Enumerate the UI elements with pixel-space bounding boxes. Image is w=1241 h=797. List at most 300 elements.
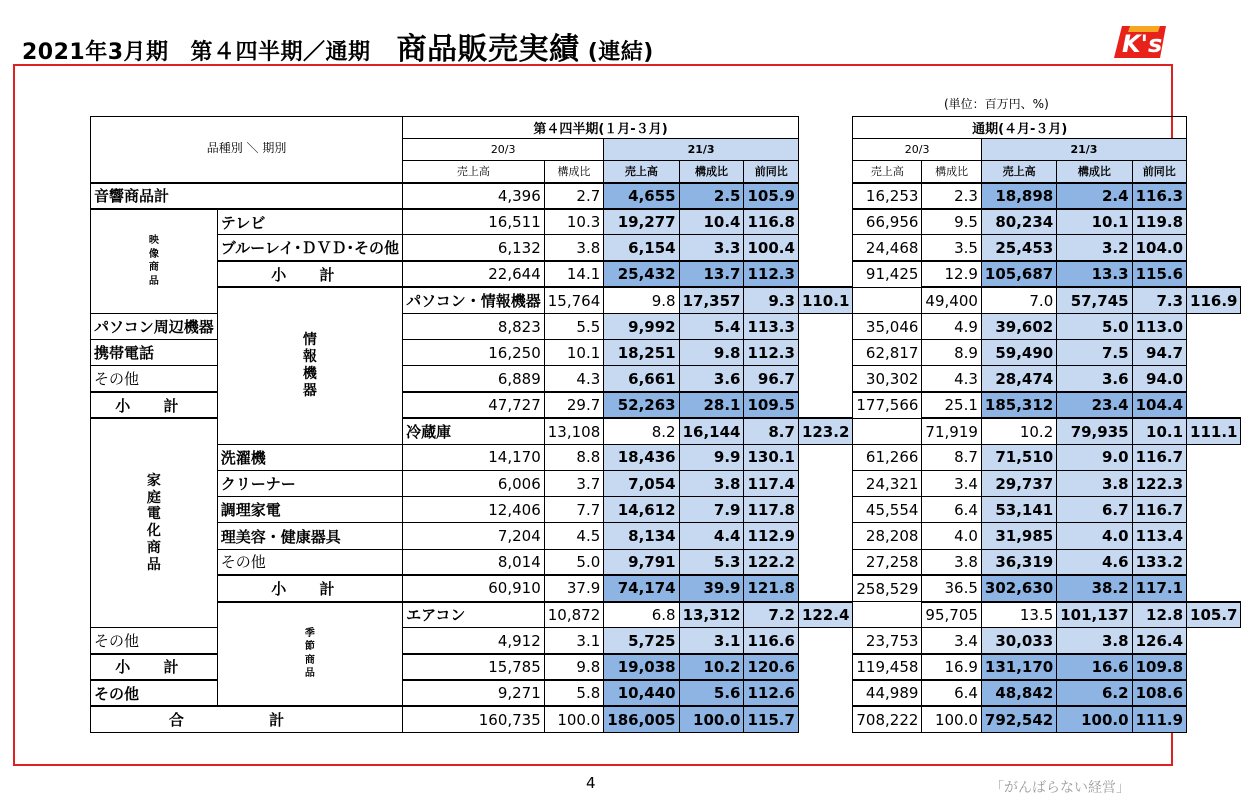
full-cur-sales-cell: 53,141 [981, 497, 1056, 523]
full-prev-sales-cell: 708,222 [853, 706, 922, 732]
q4-cur-ratio-cell: 5.3 [679, 549, 744, 575]
q4-prev-ratio-cell: 7.7 [544, 497, 604, 523]
q4-prev-sales-cell: 7,204 [403, 523, 545, 549]
full-prev-ratio-cell: 3.4 [922, 628, 982, 654]
q4-prev-sales-cell: 6,889 [403, 366, 545, 392]
q4-cur-sales-cell: 6,154 [604, 235, 679, 261]
q4-cur-yoy-cell: 115.7 [744, 706, 798, 732]
q4-cur-sales-cell: 6,661 [604, 366, 679, 392]
full-prev-ratio-cell: 3.5 [922, 235, 982, 261]
full-prev-sales-cell: 177,566 [853, 392, 922, 418]
q4-cur-yoy-cell: 112.3 [744, 261, 798, 287]
q4-cur-ratio-cell: 3.1 [679, 628, 744, 654]
col-ratio: 構成比 [1057, 161, 1132, 183]
q4-cur-ratio-cell: 100.0 [679, 706, 744, 732]
table-row [91, 549, 1241, 575]
title-main: 商品販売実績 [396, 32, 580, 67]
column-gap [798, 444, 852, 470]
full-cur-sales-cell: 131,170 [981, 654, 1056, 680]
full-prev-ratio-cell: 2.3 [922, 183, 982, 209]
row-label: テレビ [217, 209, 402, 235]
q4-prev-sales-cell: 10,872 [544, 602, 604, 628]
full-cur-yoy-cell: 116.7 [1132, 444, 1186, 470]
q4-prev-ratio-cell: 3.1 [544, 628, 604, 654]
full-prev-sales-cell: 24,468 [853, 235, 922, 261]
column-gap [798, 628, 852, 654]
q4-cur-yoy-cell: 110.1 [798, 287, 852, 313]
q4-cur-sales-cell: 16,144 [679, 418, 744, 444]
full-prev-sales-cell: 45,554 [853, 497, 922, 523]
full-prev-ratio-cell: 4.0 [922, 523, 982, 549]
row-label: 理美容・健康器具 [217, 523, 402, 549]
full-cur-ratio-cell: 10.1 [1132, 418, 1186, 444]
q4-cur-yoy-cell: 116.8 [744, 209, 798, 235]
full-cur-ratio-cell: 38.2 [1057, 575, 1132, 601]
q4-prev-sales-cell: 4,396 [403, 183, 545, 209]
q4-cur-yoy-cell: 112.3 [744, 340, 798, 366]
q4-prev-ratio-cell: 4.5 [544, 523, 604, 549]
q4-header: 第４四半期(１月-３月) [403, 117, 799, 139]
full-cur-sales-cell: 29,737 [981, 471, 1056, 497]
table-row [91, 523, 1241, 549]
q4-prev-sales-cell: 16,250 [403, 340, 545, 366]
full-prev-ratio-cell: 13.5 [981, 602, 1056, 628]
column-gap [798, 366, 852, 392]
q4-cur-yoy-cell: 112.6 [744, 680, 798, 706]
q4-prev-sales-cell: 6,132 [403, 235, 545, 261]
col-yoy: 前同比 [1132, 161, 1186, 183]
q4-cur-ratio-cell: 28.1 [679, 392, 744, 418]
full-prev-ratio-cell: 6.4 [922, 680, 982, 706]
column-gap [798, 471, 852, 497]
q4-cur-ratio-cell: 3.3 [679, 235, 744, 261]
full-prev-ratio-cell: 7.0 [981, 287, 1056, 313]
row-label: その他 [91, 628, 218, 654]
q4-prev-sales-cell: 47,727 [403, 392, 545, 418]
q4-prev-sales-cell: 22,644 [403, 261, 545, 287]
q4-cur-ratio-cell: 5.4 [679, 313, 744, 339]
group-label-home [91, 418, 218, 628]
q4-prev-sales-cell: 9,271 [403, 680, 545, 706]
q4-cur-ratio-cell: 3.8 [679, 471, 744, 497]
full-prev-sales-cell: 23,753 [853, 628, 922, 654]
full-prev-sales-cell: 16,253 [853, 183, 922, 209]
q4-cur-yoy-cell: 109.5 [744, 392, 798, 418]
table-row [91, 183, 1241, 209]
full-cur-yoy-cell: 119.8 [1132, 209, 1186, 235]
full-cur-ratio-cell: 13.3 [1057, 261, 1132, 287]
full-cur-yoy-cell: 113.0 [1132, 313, 1186, 339]
full-cur-sales-cell: 185,312 [981, 392, 1056, 418]
q4-prev-ratio-cell: 3.8 [544, 235, 604, 261]
row-label: 携帯電話 [91, 340, 218, 366]
full-cur-yoy-cell: 116.3 [1132, 183, 1186, 209]
full-prev-ratio-cell: 8.7 [922, 444, 982, 470]
q4-prev-ratio-cell: 14.1 [544, 261, 604, 287]
full-cur-yoy-cell: 126.4 [1132, 628, 1186, 654]
table-row [91, 209, 1241, 235]
page-title [22, 24, 654, 68]
row-label: その他 [91, 366, 218, 392]
q4-prev-ratio-cell: 6.8 [604, 602, 679, 628]
column-gap [798, 183, 852, 209]
q4-cur-ratio-cell: 10.4 [679, 209, 744, 235]
column-gap [798, 523, 852, 549]
q4-prev-ratio-cell: 10.1 [544, 340, 604, 366]
q4-cur-sales-cell: 186,005 [604, 706, 679, 732]
full-cur-sales-cell: 101,137 [1057, 602, 1132, 628]
q4-cur-yoy-cell: 116.6 [744, 628, 798, 654]
full-prev-sales-cell: 35,046 [853, 313, 922, 339]
q4-prev-sales-cell: 60,910 [403, 575, 545, 601]
full-cur-sales-cell: 302,630 [981, 575, 1056, 601]
full-cur-yoy-cell: 122.3 [1132, 471, 1186, 497]
table-row [91, 497, 1241, 523]
q4-prev-sales-cell: 8,014 [403, 549, 545, 575]
full-prev-sales-cell: 62,817 [853, 340, 922, 366]
q4-cur-yoy-cell: 105.9 [744, 183, 798, 209]
column-gap [798, 549, 852, 575]
full-prev-sales-cell: 71,919 [922, 418, 982, 444]
full-cur-yoy-cell: 115.6 [1132, 261, 1186, 287]
q4-prev-sales-cell: 12,406 [403, 497, 545, 523]
q4-cur-ratio-cell: 13.7 [679, 261, 744, 287]
table-row [91, 706, 1241, 732]
footer-slogan: 「がんばらない経営」 [990, 780, 1130, 796]
full-cur-ratio-cell: 5.0 [1057, 313, 1132, 339]
table-row [91, 444, 1241, 470]
q4-cur-sales-cell: 52,263 [604, 392, 679, 418]
q4-prev-sales-cell: 16,511 [403, 209, 545, 235]
q4-prev-ratio-cell: 29.7 [544, 392, 604, 418]
q4-cur-yoy-cell: 113.3 [744, 313, 798, 339]
full-cur-yoy-cell: 133.2 [1132, 549, 1186, 575]
column-gap [853, 287, 922, 313]
column-gap [798, 575, 852, 601]
table-row [91, 261, 1241, 287]
q4-prev-ratio-cell: 100.0 [544, 706, 604, 732]
full-cur-sales-cell: 79,935 [1057, 418, 1132, 444]
q4-cur-sales-cell: 19,277 [604, 209, 679, 235]
col-sales: 売上高 [853, 161, 922, 183]
full-prev-sales-cell: 44,989 [853, 680, 922, 706]
q4-prev-ratio-cell: 5.5 [544, 313, 604, 339]
col-yoy: 前同比 [744, 161, 798, 183]
q4-prev-sales-cell: 13,108 [544, 418, 604, 444]
title-quarter: 第４四半期／通期 [190, 40, 371, 65]
column-gap [798, 392, 852, 418]
row-label: エアコン [403, 602, 545, 628]
group-label-video [91, 209, 218, 314]
row-label: その他 [91, 680, 403, 706]
title-period: 2021年3月期 [22, 40, 169, 65]
q4-cur-sales-cell: 14,612 [604, 497, 679, 523]
full-cur-yoy-cell: 108.6 [1132, 680, 1186, 706]
col-sales: 売上高 [403, 161, 545, 183]
q4-cur-yoy-cell: 100.4 [744, 235, 798, 261]
subtotal-label: 小 計 [91, 654, 218, 680]
full-cur-ratio-cell: 16.6 [1057, 654, 1132, 680]
full-cur-ratio-cell: 12.8 [1132, 602, 1186, 628]
full-cur-ratio-cell: 3.6 [1057, 366, 1132, 392]
full-prev-ratio-cell: 4.3 [922, 366, 982, 392]
q4-cur-sales-cell: 17,357 [679, 287, 744, 313]
full-cur-sales-cell: 30,033 [981, 628, 1056, 654]
page-number: 4 [586, 774, 596, 792]
category-header: 品種別 ＼ 期別 [91, 117, 403, 183]
row-label: パソコン・情報機器 [403, 287, 545, 313]
subtotal-label: 小 計 [217, 261, 402, 287]
q4-prev-sales-cell: 15,785 [403, 654, 545, 680]
q4-cur-ratio-cell: 9.8 [679, 340, 744, 366]
full-cur-ratio-cell: 3.8 [1057, 628, 1132, 654]
full-cur-yoy-cell: 109.8 [1132, 654, 1186, 680]
row-label: クリーナー [217, 471, 402, 497]
full-cur-yoy-cell: 105.7 [1187, 602, 1241, 628]
full-prev-sales-cell: 49,400 [922, 287, 982, 313]
col-ratio: 構成比 [679, 161, 744, 183]
q4-prev-sales-cell: 14,170 [403, 444, 545, 470]
full-cur-year: 21/3 [981, 139, 1186, 161]
column-gap [798, 680, 852, 706]
full-cur-ratio-cell: 3.2 [1057, 235, 1132, 261]
q4-cur-sales-cell: 9,992 [604, 313, 679, 339]
q4-cur-sales-cell: 74,174 [604, 575, 679, 601]
full-cur-ratio-cell: 2.4 [1057, 183, 1132, 209]
full-cur-ratio-cell: 7.3 [1132, 287, 1186, 313]
q4-prev-ratio-cell: 3.7 [544, 471, 604, 497]
table-row [91, 680, 1241, 706]
full-cur-sales-cell: 792,542 [981, 706, 1056, 732]
q4-prev-ratio-cell: 2.7 [544, 183, 604, 209]
q4-prev-sales-cell: 8,823 [403, 313, 545, 339]
full-cur-sales-cell: 39,602 [981, 313, 1056, 339]
full-cur-yoy-cell: 94.0 [1132, 366, 1186, 392]
full-cur-sales-cell: 80,234 [981, 209, 1056, 235]
row-label: パソコン周辺機器 [91, 313, 218, 339]
q4-cur-yoy-cell: 130.1 [744, 444, 798, 470]
full-cur-ratio-cell: 100.0 [1057, 706, 1132, 732]
q4-cur-yoy-cell: 117.4 [744, 471, 798, 497]
full-cur-yoy-cell: 104.0 [1132, 235, 1186, 261]
q4-cur-ratio-cell: 9.3 [744, 287, 798, 313]
full-cur-sales-cell: 59,490 [981, 340, 1056, 366]
full-cur-yoy-cell: 111.9 [1132, 706, 1186, 732]
full-cur-yoy-cell: 116.9 [1187, 287, 1241, 313]
q4-cur-yoy-cell: 122.4 [798, 602, 852, 628]
q4-cur-ratio-cell: 9.9 [679, 444, 744, 470]
q4-prev-ratio-cell: 4.3 [544, 366, 604, 392]
q4-prev-ratio-cell: 10.3 [544, 209, 604, 235]
full-cur-yoy-cell: 116.7 [1132, 497, 1186, 523]
full-cur-yoy-cell: 113.4 [1132, 523, 1186, 549]
row-label: 調理家電 [217, 497, 402, 523]
q4-prev-ratio-cell: 8.8 [544, 444, 604, 470]
full-prev-sales-cell: 91,425 [853, 261, 922, 287]
full-cur-ratio-cell: 9.0 [1057, 444, 1132, 470]
full-prev-sales-cell: 24,321 [853, 471, 922, 497]
full-prev-sales-cell: 28,208 [853, 523, 922, 549]
row-label: ブルーレイ･ＤＶＤ･その他 [217, 235, 402, 261]
full-cur-sales-cell: 48,842 [981, 680, 1056, 706]
q4-prev-sales-cell: 4,912 [403, 628, 545, 654]
q4-prev-sales-cell: 6,006 [403, 471, 545, 497]
row-label: 音響商品計 [91, 183, 403, 209]
column-gap [798, 654, 852, 680]
q4-cur-ratio-cell: 8.7 [744, 418, 798, 444]
full-cur-ratio-cell: 7.5 [1057, 340, 1132, 366]
q4-cur-yoy-cell: 121.8 [744, 575, 798, 601]
full-cur-yoy-cell: 104.4 [1132, 392, 1186, 418]
full-cur-yoy-cell: 94.7 [1132, 340, 1186, 366]
q4-prev-year: 20/3 [403, 139, 604, 161]
full-prev-ratio-cell: 12.9 [922, 261, 982, 287]
full-cur-ratio-cell: 6.7 [1057, 497, 1132, 523]
full-cur-ratio-cell: 4.0 [1057, 523, 1132, 549]
full-cur-ratio-cell: 23.4 [1057, 392, 1132, 418]
q4-cur-sales-cell: 13,312 [679, 602, 744, 628]
col-ratio: 構成比 [922, 161, 982, 183]
q4-cur-yoy-cell: 112.9 [744, 523, 798, 549]
q4-prev-ratio-cell: 5.8 [544, 680, 604, 706]
column-gap [798, 497, 852, 523]
full-prev-ratio-cell: 25.1 [922, 392, 982, 418]
column-gap [853, 602, 922, 628]
full-prev-sales-cell: 30,302 [853, 366, 922, 392]
full-prev-year: 20/3 [853, 139, 982, 161]
full-cur-ratio-cell: 6.2 [1057, 680, 1132, 706]
q4-prev-sales-cell: 160,735 [403, 706, 545, 732]
total-label: 合 計 [91, 706, 403, 732]
full-cur-sales-cell: 25,453 [981, 235, 1056, 261]
full-cur-ratio-cell: 4.6 [1057, 549, 1132, 575]
full-cur-sales-cell: 28,474 [981, 366, 1056, 392]
full-prev-ratio-cell: 6.4 [922, 497, 982, 523]
full-prev-ratio-cell: 16.9 [922, 654, 982, 680]
row-label: 洗濯機 [217, 444, 402, 470]
full-prev-sales-cell: 95,705 [922, 602, 982, 628]
full-cur-sales-cell: 36,319 [981, 549, 1056, 575]
q4-cur-yoy-cell: 120.6 [744, 654, 798, 680]
full-cur-ratio-cell: 3.8 [1057, 471, 1132, 497]
col-ratio: 構成比 [544, 161, 604, 183]
header-row-1 [91, 117, 1241, 139]
full-prev-ratio-cell: 9.5 [922, 209, 982, 235]
full-cur-sales-cell: 18,898 [981, 183, 1056, 209]
q4-prev-ratio-cell: 37.9 [544, 575, 604, 601]
q4-cur-ratio-cell: 4.4 [679, 523, 744, 549]
full-cur-ratio-cell: 10.1 [1057, 209, 1132, 235]
column-gap [798, 313, 852, 339]
q4-cur-ratio-cell: 5.6 [679, 680, 744, 706]
table-row [91, 575, 1241, 601]
q4-cur-ratio-cell: 39.9 [679, 575, 744, 601]
full-prev-sales-cell: 27,258 [853, 549, 922, 575]
full-prev-ratio-cell: 100.0 [922, 706, 982, 732]
q4-cur-yoy-cell: 96.7 [744, 366, 798, 392]
full-year-header: 通期(４月-３月) [853, 117, 1187, 139]
sales-table [90, 116, 1241, 733]
group-label-text: 情報機器 [302, 332, 317, 399]
q4-cur-ratio-cell: 10.2 [679, 654, 744, 680]
group-label-text: 季節商品 [304, 627, 315, 680]
full-prev-ratio-cell: 10.2 [981, 418, 1056, 444]
full-cur-sales-cell: 71,510 [981, 444, 1056, 470]
q4-cur-sales-cell: 18,251 [604, 340, 679, 366]
q4-cur-ratio-cell: 3.6 [679, 366, 744, 392]
column-gap [798, 235, 852, 261]
q4-cur-ratio-cell: 2.5 [679, 183, 744, 209]
q4-cur-sales-cell: 18,436 [604, 444, 679, 470]
full-prev-sales-cell: 66,956 [853, 209, 922, 235]
group-label-text: 映像商品 [148, 235, 159, 287]
q4-prev-sales-cell: 15,764 [544, 287, 604, 313]
full-prev-sales-cell: 119,458 [853, 654, 922, 680]
column-gap [798, 117, 852, 183]
full-prev-ratio-cell: 8.9 [922, 340, 982, 366]
full-prev-ratio-cell: 36.5 [922, 575, 982, 601]
logo-text: K's [1122, 30, 1163, 58]
table-row [91, 287, 1241, 313]
col-sales: 売上高 [981, 161, 1056, 183]
column-gap [798, 261, 852, 287]
q4-cur-yoy-cell: 122.2 [744, 549, 798, 575]
full-prev-ratio-cell: 3.8 [922, 549, 982, 575]
q4-prev-ratio-cell: 8.2 [604, 418, 679, 444]
q4-cur-yoy-cell: 117.8 [744, 497, 798, 523]
q4-cur-sales-cell: 8,134 [604, 523, 679, 549]
q4-cur-sales-cell: 9,791 [604, 549, 679, 575]
q4-prev-ratio-cell: 5.0 [544, 549, 604, 575]
column-gap [798, 706, 852, 732]
group-label-info [217, 287, 402, 444]
col-sales: 売上高 [604, 161, 679, 183]
full-cur-yoy-cell: 117.1 [1132, 575, 1186, 601]
table-row [91, 602, 1241, 628]
full-prev-ratio-cell: 3.4 [922, 471, 982, 497]
company-logo [1108, 20, 1170, 62]
full-prev-ratio-cell: 4.9 [922, 313, 982, 339]
q4-cur-sales-cell: 25,432 [604, 261, 679, 287]
full-cur-sales-cell: 57,745 [1057, 287, 1132, 313]
table-row [91, 471, 1241, 497]
column-gap [798, 209, 852, 235]
q4-cur-sales-cell: 7,054 [604, 471, 679, 497]
q4-cur-year: 21/3 [604, 139, 799, 161]
full-prev-sales-cell: 61,266 [853, 444, 922, 470]
full-cur-sales-cell: 31,985 [981, 523, 1056, 549]
q4-cur-sales-cell: 5,725 [604, 628, 679, 654]
group-label-text: 家庭電化商品 [146, 472, 161, 573]
table-row [91, 235, 1241, 261]
q4-prev-ratio-cell: 9.8 [604, 287, 679, 313]
column-gap [853, 418, 922, 444]
unit-note: (単位：百万円、%) [944, 97, 1049, 111]
full-cur-sales-cell: 105,687 [981, 261, 1056, 287]
q4-cur-ratio-cell: 7.9 [679, 497, 744, 523]
full-cur-yoy-cell: 111.1 [1187, 418, 1241, 444]
q4-prev-ratio-cell: 9.8 [544, 654, 604, 680]
q4-cur-ratio-cell: 7.2 [744, 602, 798, 628]
full-prev-sales-cell: 258,529 [853, 575, 922, 601]
subtotal-label: 小 計 [91, 392, 218, 418]
q4-cur-sales-cell: 4,655 [604, 183, 679, 209]
column-gap [798, 340, 852, 366]
row-label: その他 [217, 549, 402, 575]
row-label: 冷蔵庫 [403, 418, 545, 444]
title-consolidated: (連結) [587, 40, 654, 65]
q4-cur-yoy-cell: 123.2 [798, 418, 852, 444]
